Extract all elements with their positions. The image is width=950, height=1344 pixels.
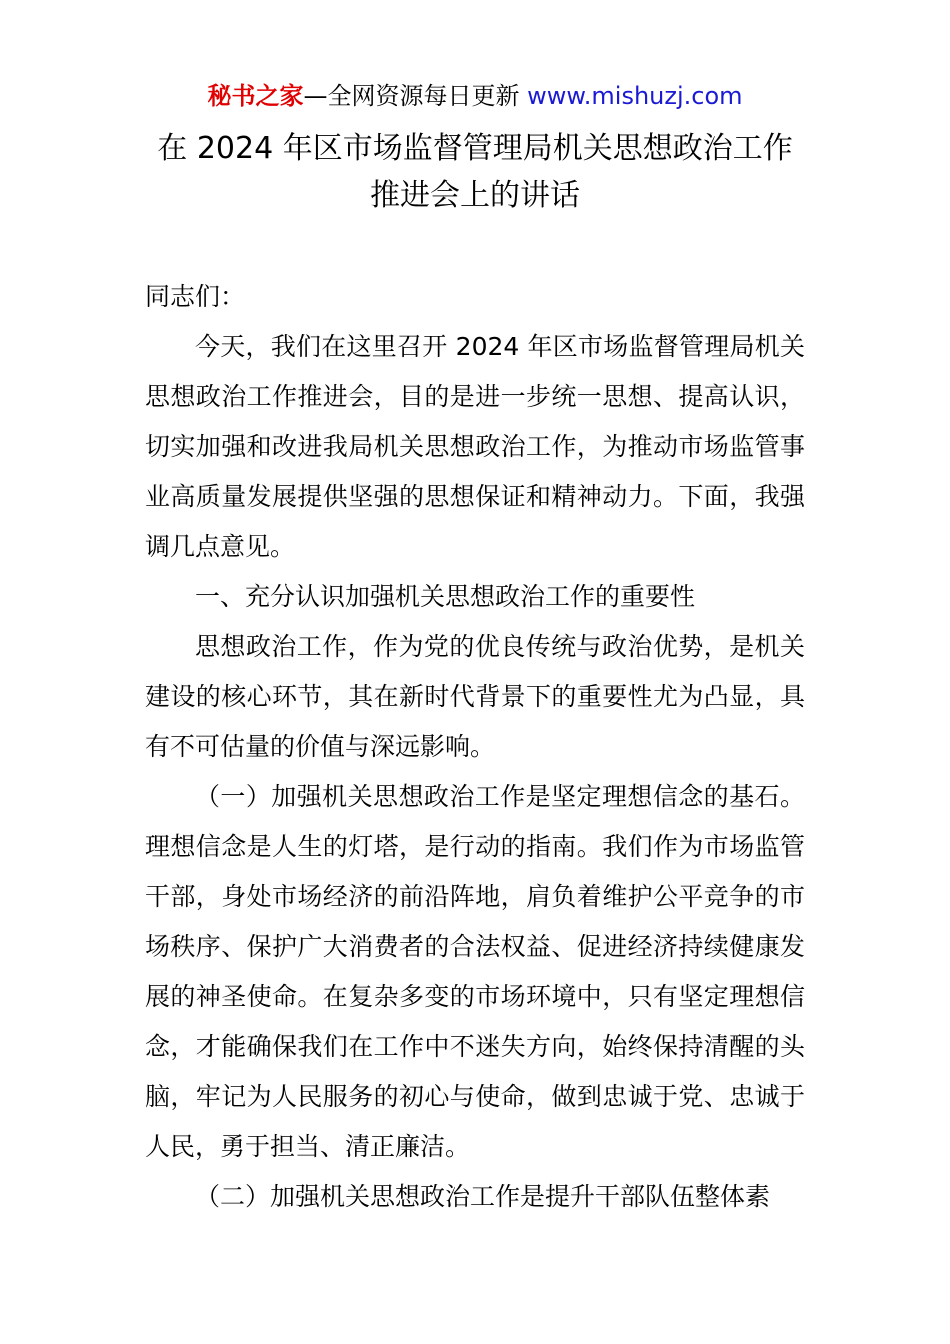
site-url[interactable]: www.mishuzj.com bbox=[527, 82, 743, 110]
paragraph-section-1-intro: 思想政治工作，作为党的优良传统与政治优势，是机关建设的核心环节，其在新时代背景下的重要性尤为凸显，具有不可估量的价值与深远影响。 bbox=[145, 632, 805, 761]
salutation: 同志们： bbox=[145, 282, 246, 311]
site-header bbox=[0, 80, 950, 112]
paragraph-opening: 今天，我们在这里召开 2024 年区市场监督管理局机关思想政治工作推进会，目的是进一步统一思想、提高认识，切实加强和改进我局机关思想政治工作，为推动市场监管事业高质量发展提供坚强的思想保证和精神动力。下面，我强调几点意见。 bbox=[145, 332, 805, 561]
header-tagline: —全网资源每日更新 bbox=[303, 82, 528, 110]
document-body bbox=[145, 272, 805, 1222]
paragraph-subsection-1: （一）加强机关思想政治工作是坚定理想信念的基石。理想信念是人生的灯塔，是行动的指南。我们作为市场监管干部，身处市场经济的前沿阵地，肩负着维护公平竞争的市场秩序、保护广大消费者的合法权益、促进经济持续健康发展的神圣使命。在复杂多变的市场环境中，只有坚定理想信念，才能确保我们在工作中不迷失方向，始终保持清醒的头脑，牢记为人民服务的初心与使命，做到忠诚于党、忠诚于人民，勇于担当、清正廉洁。 bbox=[145, 782, 805, 1161]
title-line-1: 在 2024 年区市场监督管理局机关思想政治工作 bbox=[157, 131, 793, 166]
document-title bbox=[0, 125, 950, 219]
brand-name: 秘书之家 bbox=[207, 82, 304, 110]
section-heading-1: 一、充分认识加强机关思想政治工作的重要性 bbox=[195, 582, 696, 611]
title-line-2: 推进会上的讲话 bbox=[370, 178, 580, 213]
paragraph-subsection-2: （二）加强机关思想政治工作是提升干部队伍整体素 bbox=[195, 1182, 771, 1211]
